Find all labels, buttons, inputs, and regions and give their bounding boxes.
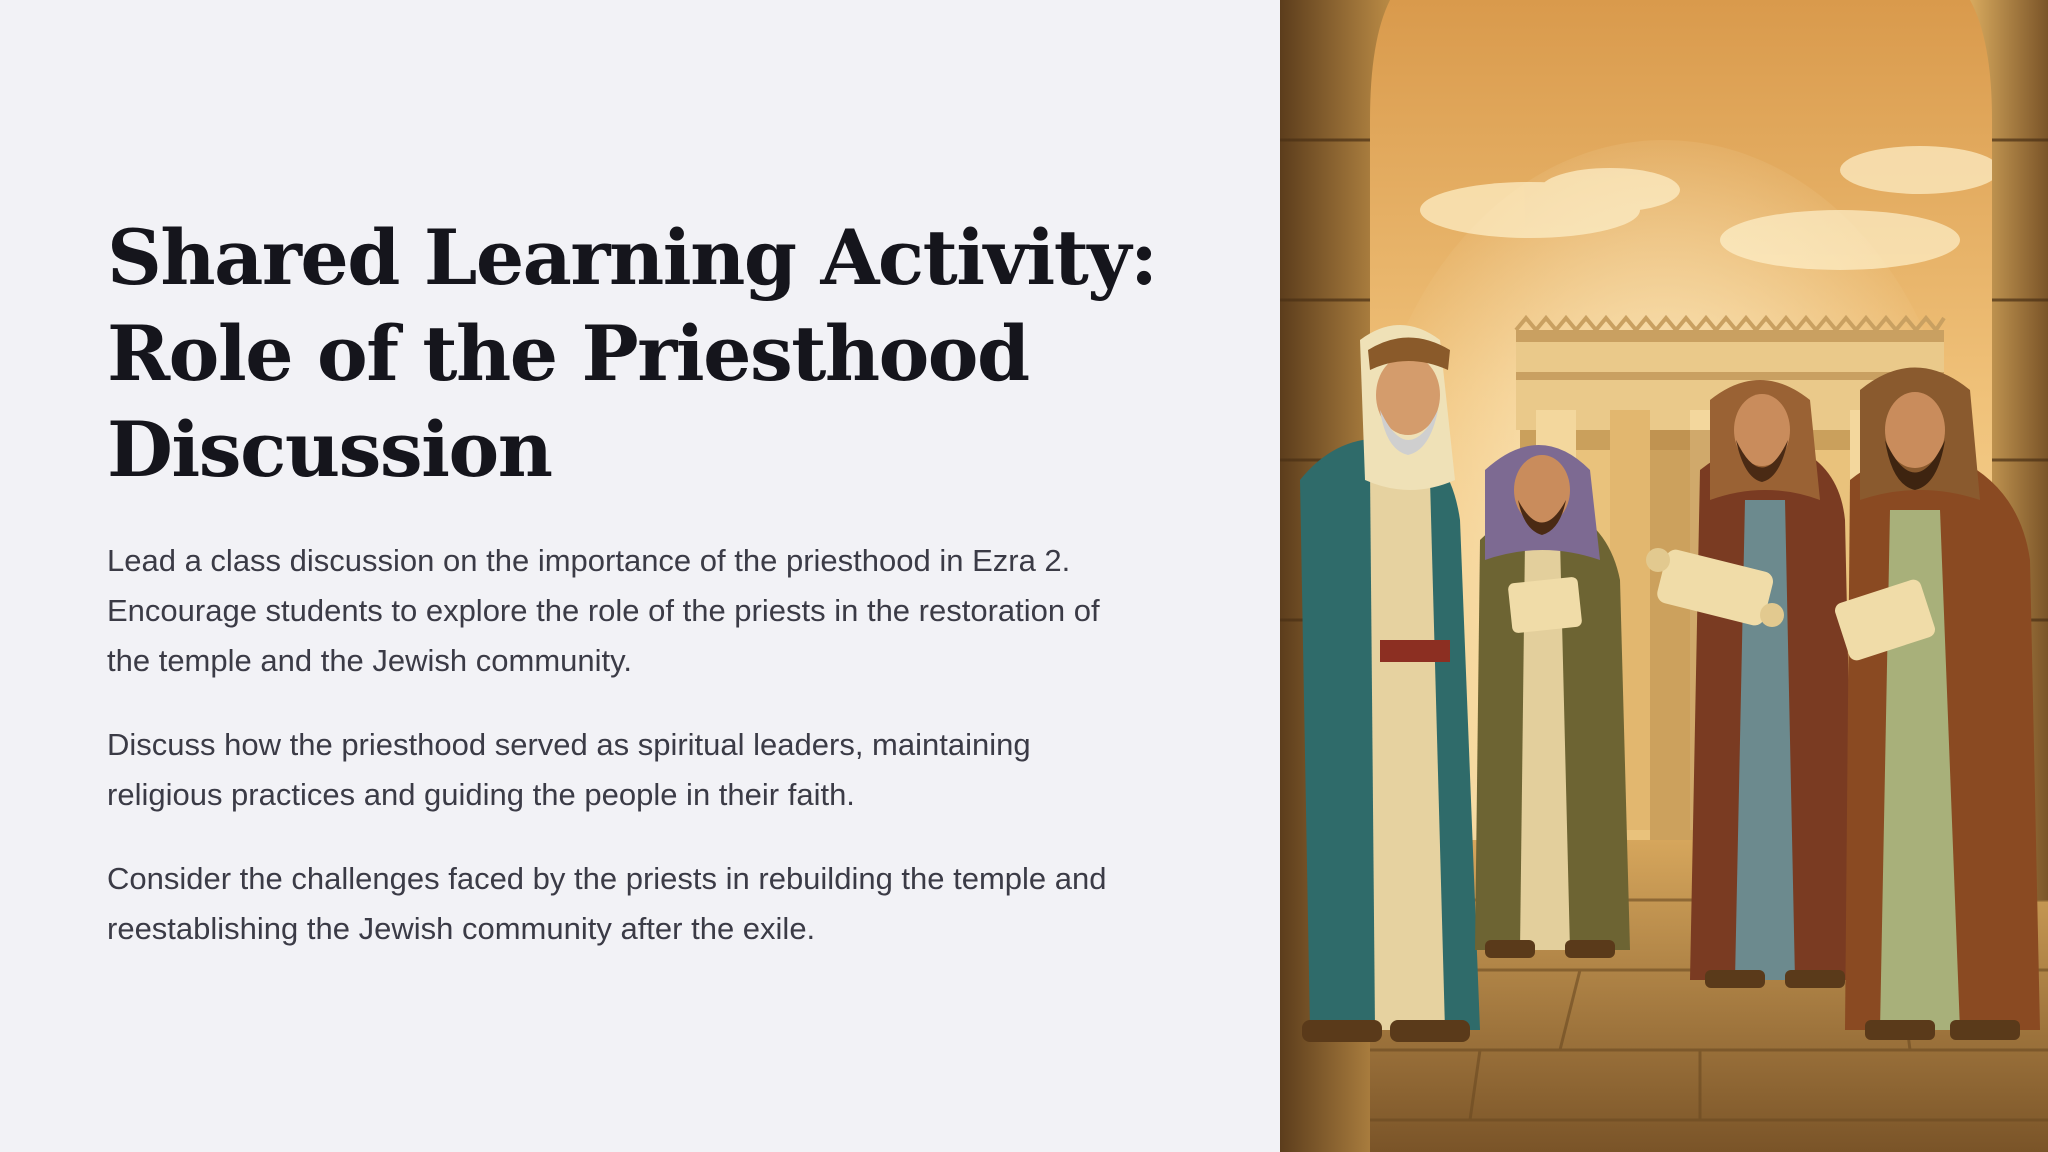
paragraph-line: Discuss how the priesthood served as spiritual leaders, maintaining: [107, 727, 1031, 762]
paragraph-line: Consider the challenges faced by the priests in rebuilding the temple and: [107, 861, 1107, 896]
priests-illustration: [1280, 0, 2048, 1152]
slide-body: [107, 536, 1207, 988]
illustration-panel: [1280, 0, 2048, 1152]
title-line-1: Shared Learning Activity:: [107, 213, 1157, 302]
paragraph-line: reestablishing the Jewish community after the exile.: [107, 911, 816, 946]
paragraph-line: the temple and the Jewish community.: [107, 643, 632, 678]
title-line-3: Discussion: [107, 405, 552, 494]
paragraph-line: religious practices and guiding the people in their faith.: [107, 777, 855, 812]
title-line-2: Role of the Priesthood: [107, 309, 1029, 398]
paragraph-line: Lead a class discussion on the importance of the priesthood in Ezra 2.: [107, 543, 1071, 578]
slide-title: [107, 210, 1207, 498]
paragraph-challenges: [107, 854, 1207, 954]
paragraph-line: Encourage students to explore the role of the priests in the restoration of: [107, 593, 1100, 628]
paragraph-discussion-intro: [107, 536, 1207, 686]
paragraph-spiritual-leaders: [107, 720, 1207, 820]
